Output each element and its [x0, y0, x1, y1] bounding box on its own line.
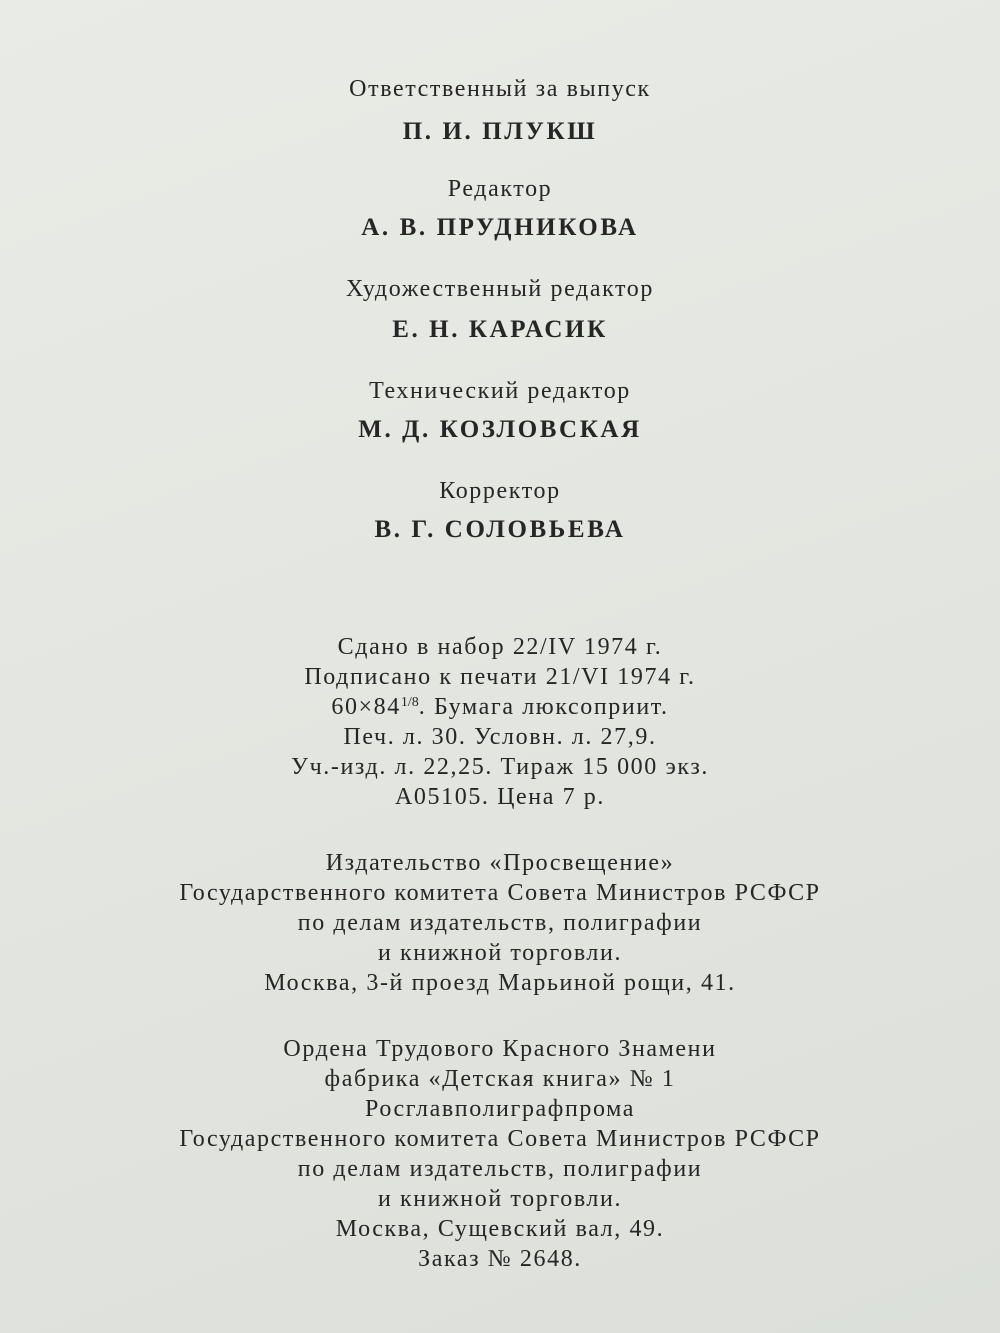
publisher-trade: и книжной торговли.	[377, 940, 623, 966]
credit-role-art-editor: Художественный редактор	[346, 276, 654, 302]
printer-affairs: по делам издательств, полиграфии	[297, 1156, 703, 1182]
publisher-address: Москва, 3-й проезд Марьиной рощи, 41.	[264, 970, 736, 996]
format-size: 60×84	[331, 694, 401, 720]
printer-address: Москва, Сущевский вал, 49.	[335, 1216, 665, 1242]
order-number: Заказ № 2648.	[418, 1246, 582, 1272]
printer-factory: фабрика «Детская книга» № 1	[324, 1066, 676, 1092]
printer-committee: Государственного комитета Совета Министров РСФСР	[179, 1126, 821, 1152]
credit-name-editor: А. В. ПРУДНИКОВА	[361, 214, 639, 241]
printer-trade: и книжной торговли.	[377, 1186, 623, 1212]
credit-name-responsible: П. И. ПЛУКШ	[402, 118, 598, 145]
signed-to-print-date: Подписано к печати 21/VI 1974 г.	[304, 664, 696, 690]
credit-name-art-editor: Е. Н. КАРАСИК	[392, 316, 608, 343]
circulation-line: Уч.-изд. л. 22,25. Тираж 15 000 экз.	[291, 754, 709, 780]
format-paper-line	[0, 694, 1000, 721]
credit-name-proofreader: В. Г. СОЛОВЬЕВА	[374, 516, 626, 543]
publisher-name: Издательство «Просвещение»	[325, 850, 675, 876]
credit-name-tech-editor: М. Д. КОЗЛОВСКАЯ	[358, 416, 642, 443]
credit-role-responsible: Ответственный за выпуск	[349, 76, 651, 102]
format-fraction: 1/8	[400, 695, 419, 710]
publisher-affairs: по делам издательств, полиграфии	[297, 910, 703, 936]
sheets-line: Печ. л. 30. Условн. л. 27,9.	[343, 724, 657, 750]
credit-role-proofreader: Корректор	[439, 478, 561, 504]
typeset-date: Сдано в набор 22/IV 1974 г.	[337, 634, 663, 660]
credit-role-editor: Редактор	[447, 176, 553, 202]
paper-type: . Бумага люксоприит.	[418, 694, 669, 720]
printer-order: Ордена Трудового Красного Знамени	[283, 1036, 717, 1062]
price-line: А05105. Цена 7 р.	[394, 784, 605, 810]
publisher-committee: Государственного комитета Совета Министров РСФСР	[179, 880, 821, 906]
credit-role-tech-editor: Технический редактор	[369, 378, 631, 404]
printer-glavpoligraf: Росглавполиграфпрома	[364, 1096, 636, 1122]
